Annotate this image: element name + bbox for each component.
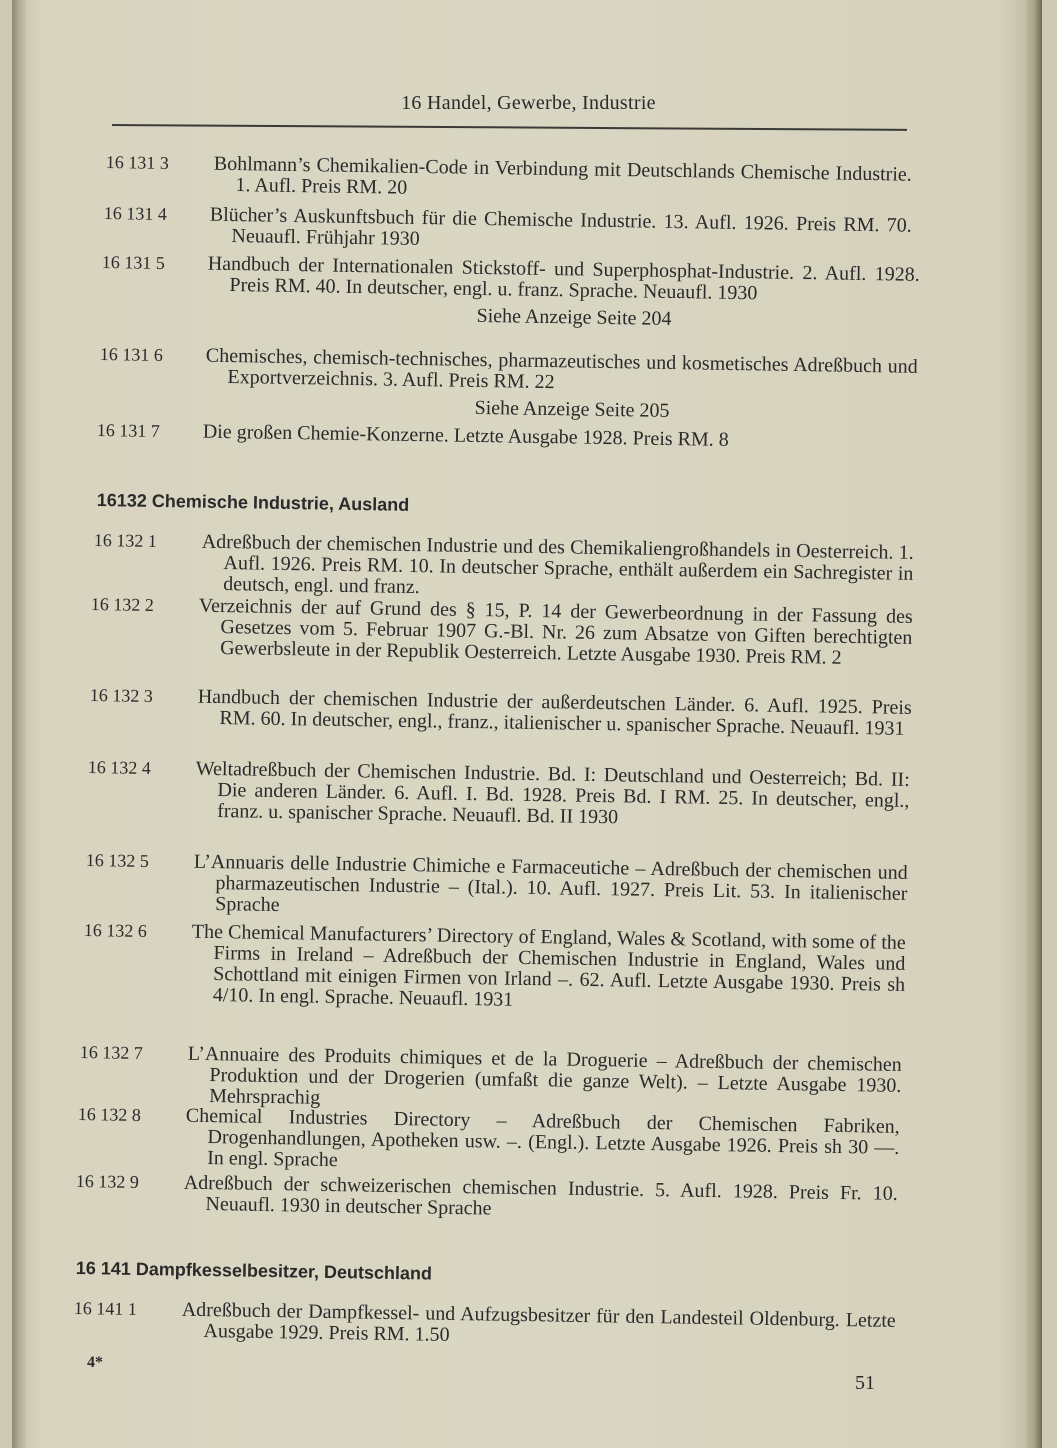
entry-text: Weltadreßbuch der Chemischen Industrie. Bd. I: Deutschland und Oesterreich; Bd. II: Die anderen Länder. 6. Aufl. I. Bd. 1928. Preis Bd. I RM. 25. In deutscher, engl., franz. u. spanischer Sprache. Neuaufl. Bd. II 1930 bbox=[195, 757, 910, 829]
page-binding-shadow bbox=[12, 0, 26, 1448]
advertisement-reference: Siehe Anzeige Seite 205 bbox=[474, 396, 670, 422]
page-edge-shadow bbox=[1026, 0, 1042, 1448]
entry-number: 16 141 1 bbox=[73, 1298, 137, 1319]
entry-number: 16 132 2 bbox=[90, 594, 154, 615]
section-heading: 16 141 Dampfkesselbesitzer, Deutschland bbox=[75, 1258, 433, 1284]
page-number: 51 bbox=[855, 1372, 875, 1394]
section-heading: 16132 Chemische Industrie, Ausland bbox=[96, 490, 410, 515]
entry-number: 16 132 5 bbox=[85, 850, 149, 871]
entry-text: L’Annuaire des Produits chimiques et de la Droguerie – Adreßbuch der chemischen Produktion und der Drogerien (umfaßt die ganze Welt). – Letzte Ausgabe 1930. Mehrsprachig bbox=[187, 1042, 902, 1109]
entry-number: 16 131 5 bbox=[101, 252, 165, 273]
entry-number: 16 131 4 bbox=[103, 203, 167, 224]
entry-number: 16 132 7 bbox=[79, 1042, 143, 1063]
folio-mark: 4* bbox=[87, 1354, 103, 1371]
entry-body: Chemisches, chemisch-technisches, pharmazeutisches und kosmetisches Adreßbuch und Exportverzeichnis. 3. Aufl. Preis RM. 22 bbox=[205, 344, 918, 394]
entry-text: Adreßbuch der schweizerischen chemischen Industrie. 5. Aufl. 1928. Preis Fr. 10. Neuaufl. 1930 in deutscher Sprache bbox=[183, 1171, 898, 1220]
entry-number: 16 132 9 bbox=[75, 1171, 139, 1192]
entry-number: 16 131 6 bbox=[99, 344, 163, 365]
entry-text bbox=[205, 346, 918, 426]
entry-body: Handbuch der Internationalen Stickstoff- und Superphosphat-Industrie. 2. Aufl. 1928. Preis RM. 40. In deutscher, engl. u. franz. Sprache. Neuaufl. 1930 bbox=[207, 252, 920, 305]
entry-text: Verzeichnis der auf Grund des § 15, P. 14 der Gewerbeordnung in der Fassung des Gesetzes vom 5. Februar 1907 G.-Bl. Nr. 26 zum Absatze von Giften berechtigten Gewerbsleute in der Republik Oesterreich. Letzte Ausgabe 1930. Preis RM. 2 bbox=[198, 594, 913, 669]
entry-text: L’Annuaris delle Industrie Chimiche e Farmaceutiche – Adreßbuch der chemischen und pharmazeutischen Industrie – (Ital.). 10. Aufl. 1927. Preis Lit. 53. In italienischer Sprache bbox=[193, 850, 908, 917]
entry-number: 16 132 6 bbox=[83, 920, 147, 941]
entry-number: 16 132 1 bbox=[93, 530, 157, 551]
entry-text: Die großen Chemie-Konzerne. Letzte Ausgabe 1928. Preis RM. 8 bbox=[202, 420, 729, 451]
entry-number: 16 131 7 bbox=[96, 420, 160, 441]
entry-text: Handbuch der chemischen Industrie der außerdeutschen Länder. 6. Aufl. 1925. Preis RM. 60. In deutscher, engl., franz., italienischer u. spanischer Sprache. Neuaufl. 1931 bbox=[197, 685, 912, 740]
advertisement-reference: Siehe Anzeige Seite 204 bbox=[476, 304, 672, 330]
running-header: 16 Handel, Gewerbe, Industrie bbox=[401, 92, 656, 114]
entry-text bbox=[207, 254, 920, 334]
entry-text: Bohlmann’s Chemikalien-Code in Verbindung mit Deutschlands Chemische Industrie. 1. Aufl. Preis RM. 20 bbox=[213, 152, 912, 199]
entry-text: Adreßbuch der Dampfkessel- und Aufzugsbesitzer für den Landesteil Oldenburg. Letzte Ausgabe 1929. Preis RM. 1.50 bbox=[181, 1298, 896, 1346]
entry-text: Chemical Industries Directory – Adreßbuch der Chemischen Fabriken, Drogenhandlungen, Apotheken usw. –. (Engl.). Letzte Ausgabe 1926. Preis sh 30 —. In engl. Sprache bbox=[185, 1104, 900, 1172]
entry-text: Adreßbuch der chemischen Industrie und des Chemikaliengroßhandels in Oesterreich. 1. Aufl. 1926. Preis RM. 10. In deutscher Sprache, enthält außerdem ein Sachregister in deutsch, engl. und franz. bbox=[201, 530, 914, 599]
entry-number: 16 132 3 bbox=[89, 685, 153, 706]
entry-number: 16 132 4 bbox=[87, 757, 151, 778]
entry-number: 16 132 8 bbox=[77, 1104, 141, 1125]
entry-text: The Chemical Manufacturers’ Directory of England, Wales & Scotland, with some of the Firms in Ireland – Adreßbuch der Chemischen Industrie in England, Wales und Schottland mit einigen Firmen von Irland –. 62. Aufl. Letzte Ausgabe 1930. Preis sh 4/10. In engl. Sprache. Neuaufl. 1931 bbox=[191, 920, 906, 1011]
entry-number: 16 131 3 bbox=[105, 152, 169, 173]
entry-text: Blücher’s Auskunftsbuch für die Chemische Industrie. 13. Aufl. 1926. Preis RM. 70. Neuaufl. Frühjahr 1930 bbox=[209, 203, 912, 250]
